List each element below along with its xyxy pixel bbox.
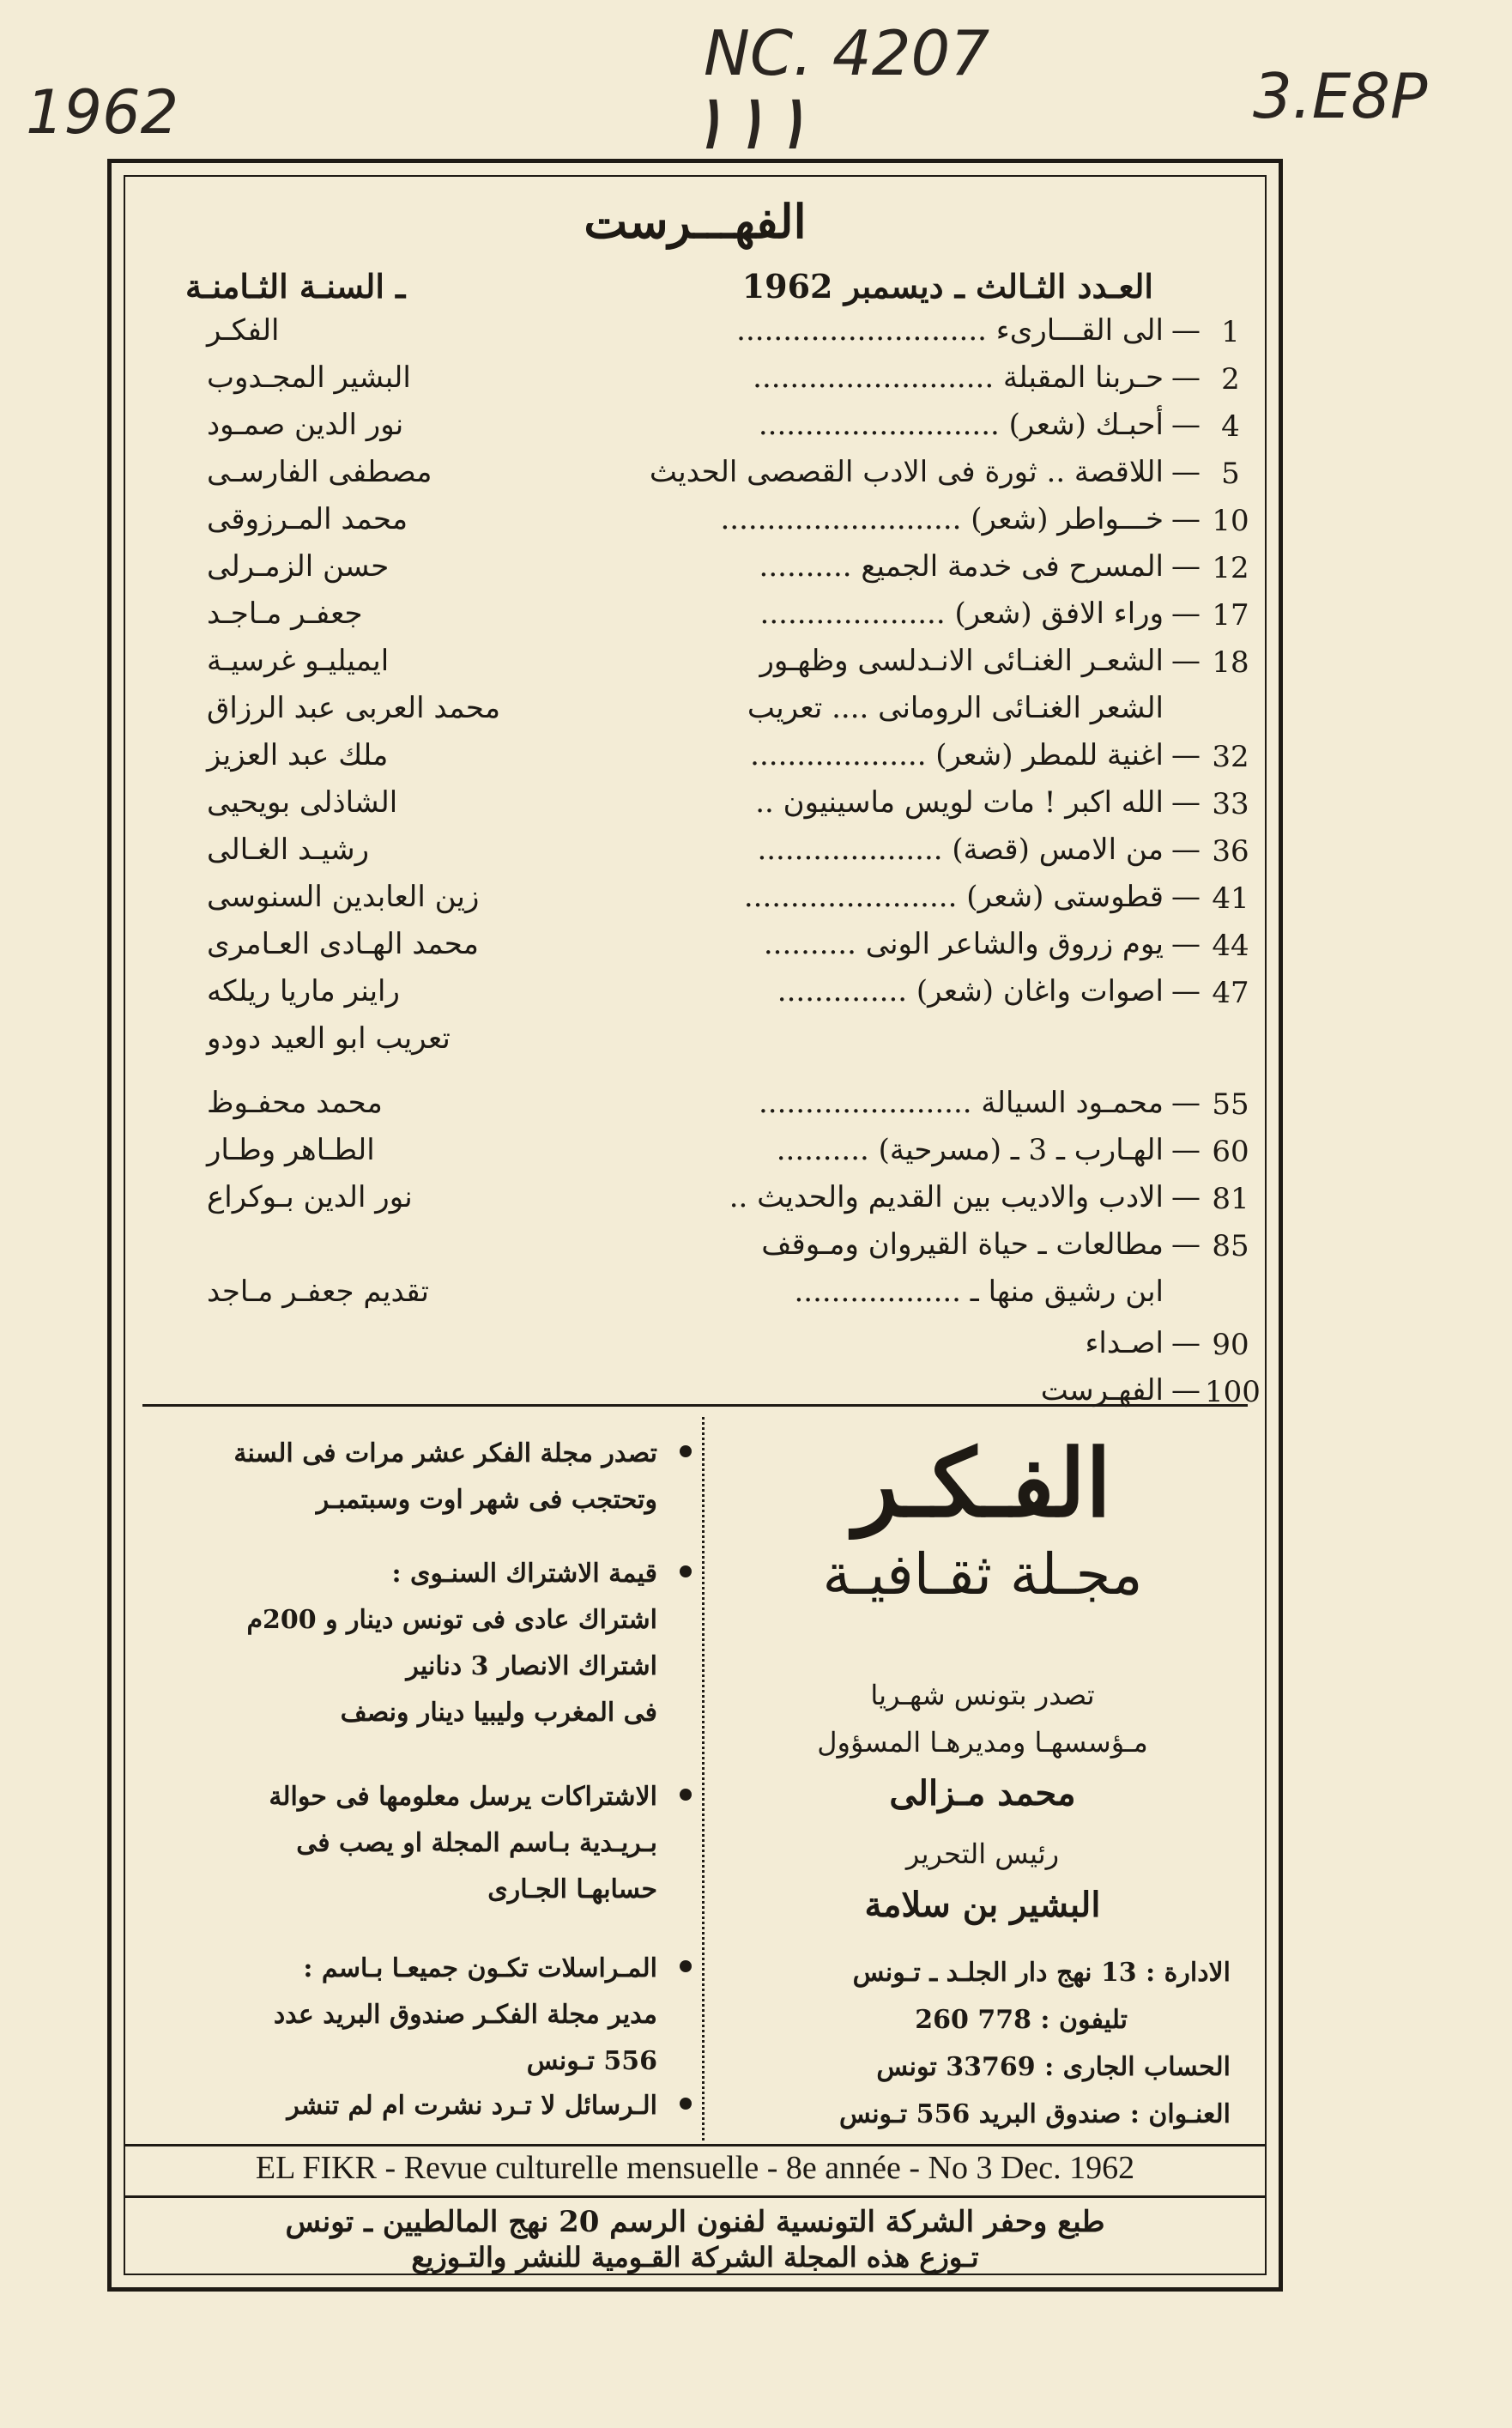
frequency-text: تصدر بتونس شهـريا [870, 1679, 1095, 1711]
toc-entry-author: حسن الزمـرلى [207, 549, 390, 584]
toc-entry-author: محمد الهـادى العـامرى [207, 927, 479, 961]
column-divider [702, 1417, 705, 2140]
toc-page-number: 12 [1212, 551, 1249, 585]
issue-label: العـدد الثـالث ـ ديسمبر 1962 [741, 267, 1153, 306]
toc-dash: — [1171, 596, 1201, 631]
toc-page-number: 18 [1212, 645, 1249, 680]
toc-entry [125, 640, 1265, 688]
toc-entry-title: الشعـر الغنـائى الانـدلسى وظهـور [759, 644, 1164, 678]
info-line: فى المغرب وليبيا دينار ونصف [340, 1698, 657, 1728]
toc-dash: — [1171, 408, 1201, 442]
toc-title: الفهـــرست [584, 194, 807, 249]
toc-entry [125, 1224, 1265, 1272]
founder-label: مـؤسسهـا ومديرهـا المسؤول [817, 1726, 1148, 1759]
toc-page-number: 100 [1205, 1375, 1261, 1409]
toc-entry-author: محمد محفـوظ [207, 1086, 383, 1120]
toc-entry [125, 1271, 1265, 1319]
toc-entry-author: راينر ماريا ريلكه [207, 974, 400, 1008]
toc-entry [125, 687, 1265, 736]
toc-page-number: 36 [1212, 834, 1249, 869]
toc-entry [125, 971, 1265, 1019]
toc-entry [125, 1082, 1265, 1130]
info-line: الـرسائل لا تـرد نشرت ام لم تنشر [287, 2091, 657, 2121]
current-account: الحساب الجارى : 33769 تونس [876, 2052, 1231, 2082]
toc-entry-title: مطالعات ـ حياة القيروان ومـوقف [761, 1227, 1164, 1262]
toc-entry-author: تقديم جعفـر مـاجد [207, 1275, 429, 1309]
editor-label: رئيس التحرير [905, 1838, 1060, 1870]
info-line: حسابهـا الجـارى [487, 1874, 657, 1904]
toc-entry-title: قطوستى (شعر) ....................... [743, 880, 1164, 914]
toc-page-number: 5 [1221, 457, 1240, 491]
toc-entry-title: اصـداء [1085, 1326, 1164, 1360]
toc-entry-title: ابن رشيق منها ـ .................. [794, 1275, 1164, 1309]
toc-entry [125, 499, 1265, 547]
handwritten-shelf-mark: 3.E8P [1253, 60, 1428, 132]
founder-name: محمد مـزالى [889, 1773, 1076, 1813]
toc-page-number: 55 [1212, 1087, 1249, 1122]
bullet-icon [680, 1960, 692, 1972]
handwritten-catalog-number: NC. 4207 [704, 17, 990, 89]
toc-dash: — [1171, 785, 1201, 820]
info-line: الاشتراكات يرسل معلومها فى حوالة [269, 1782, 657, 1812]
toc-entry-author: نور الدين صمـود [207, 408, 404, 442]
toc-page-number: 90 [1212, 1328, 1249, 1362]
subscription-info [142, 1438, 692, 2125]
info-line: اشتراك عادى فى تونس دينار و 200م [246, 1605, 657, 1635]
toc-dash: — [1171, 549, 1201, 584]
toc-entry-title: الهـارب ـ 3 ـ (مسرحية) .......... [776, 1133, 1164, 1167]
toc-entry-title: محمـود السيالة ....................... [758, 1086, 1164, 1120]
toc-entry [125, 829, 1265, 877]
toc-dash: — [1171, 1227, 1201, 1262]
masthead [717, 1430, 1248, 2177]
toc-page-number: 17 [1212, 598, 1249, 633]
toc-entry-title: من الامس (قصة) .................... [757, 833, 1164, 867]
toc-list [125, 310, 1265, 1546]
info-line: تصدر مجلة الفكر عشر مرات فى السنة [233, 1438, 657, 1468]
magazine-subtitle: مجـلة ثقـافيـة [822, 1541, 1143, 1608]
toc-entry [125, 876, 1265, 924]
toc-entry-author: الفكـر [207, 313, 280, 348]
info-line: 556 تـونس [526, 2046, 657, 2076]
toc-dash: — [1171, 644, 1201, 678]
toc-entry-title: الفهـرست [1040, 1373, 1164, 1408]
toc-page-number: 41 [1212, 881, 1249, 916]
toc-dash: — [1171, 880, 1201, 914]
toc-entry [125, 404, 1265, 452]
info-line: قيمة الاشتراك السنـوى : [391, 1559, 657, 1589]
toc-page-number: 10 [1212, 504, 1249, 538]
toc-dash: — [1171, 360, 1201, 395]
toc-page-number: 85 [1212, 1229, 1249, 1263]
toc-entry-title: الشعر الغنـائى الرومانى .... تعريب [747, 691, 1164, 725]
toc-page-number: 1 [1221, 315, 1240, 349]
toc-entry-title: الى القـــارىء ........................... [736, 313, 1164, 348]
toc-entry-author: نور الدين بـوكراع [207, 1180, 413, 1214]
bullet-icon [680, 1445, 692, 1457]
postal-address: العنـوان : صندوق البريد 556 تـونس [838, 2099, 1231, 2129]
toc-entry-author: جعفـر مـاجـد [207, 596, 363, 631]
toc-entry-author: مصطفى الفارسـى [207, 455, 432, 489]
toc-entry-author: الشاذلى بويحيى [207, 785, 398, 820]
info-line: وتحتجب فى شهر اوت وسبتمبـر [316, 1485, 657, 1515]
toc-entry [125, 923, 1265, 972]
toc-entry-author: ايميليـو غرسيـة [207, 644, 390, 678]
toc-page-number: 2 [1221, 362, 1240, 397]
info-line: مدير مجلة الفكـر صندوق البريد عدد [273, 2000, 657, 2030]
toc-entry [125, 1177, 1265, 1225]
toc-dash: — [1171, 833, 1201, 867]
bullet-icon [680, 1565, 692, 1577]
year-label: ـ السنـة الثـامنـة [185, 267, 406, 306]
toc-entry-title: حـربنا المقبلة .......................... [753, 360, 1164, 395]
toc-page-number: 47 [1212, 976, 1249, 1010]
toc-entry [125, 310, 1265, 358]
footer-divider-2 [125, 2195, 1265, 2198]
toc-entry-author: ملك عبد العزيز [207, 738, 389, 772]
distribution-credit: تـوزع هذه المجلة الشركة القـومية للنشر والتـوزيع [411, 2241, 979, 2274]
toc-page-number: 33 [1212, 787, 1249, 821]
french-footer: EL FIKR - Revue culturelle mensuelle - 8e année - No 3 Dec. 1962 [255, 2150, 1135, 2186]
toc-entry-title: أحبـك (شعر) .......................... [758, 408, 1164, 442]
footer-divider [125, 2144, 1265, 2146]
info-line: اشتراك الانصار 3 دنانير [406, 1651, 657, 1681]
toc-entry [125, 735, 1265, 783]
toc-page-number: 4 [1221, 409, 1240, 444]
toc-dash: — [1171, 1133, 1201, 1167]
toc-entry [125, 593, 1265, 641]
editor-name: البشير بن سلامة [864, 1885, 1101, 1925]
toc-entry-author: رشيـد الغـالى [207, 833, 370, 867]
toc-dash: — [1171, 1180, 1201, 1214]
admin-address: الادارة : 13 نهج دار الجلـد ـ تـونس [852, 1958, 1231, 1988]
toc-page-number: 81 [1212, 1182, 1249, 1216]
toc-entry [125, 1323, 1265, 1371]
toc-entry-author: الطـاهر وطـار [207, 1133, 375, 1167]
toc-entry [125, 546, 1265, 594]
toc-entry-title: اللاقصة .. ثورة فى الادب القصصى الحديث [649, 455, 1164, 489]
toc-entry-author: البشير المجـدوب [207, 360, 411, 395]
toc-dash: — [1171, 974, 1201, 1008]
toc-entry [125, 1370, 1265, 1418]
printer-credit: طبع وحفر الشركة التونسية لفنون الرسم 20 نهج المالطيين ـ تونس [285, 2205, 1105, 2239]
toc-entry-title: خـــواطر (شعر) .......................... [720, 502, 1164, 536]
toc-entry-author: محمد المـرزوقى [207, 502, 408, 536]
toc-entry-title: اغنية للمطر (شعر) ................... [750, 738, 1164, 772]
toc-entry-title: يوم زروق والشاعر الونى .......... [763, 927, 1164, 961]
page-frame [107, 159, 1283, 2292]
toc-entry [125, 1018, 1265, 1066]
toc-dash: — [1171, 502, 1201, 536]
toc-entry [125, 1129, 1265, 1178]
bullet-icon [680, 1789, 692, 1801]
magazine-logo: الفـكـر [853, 1430, 1112, 1538]
toc-dash: — [1171, 738, 1201, 772]
toc-entry-author: زين العابدين السنوسى [207, 880, 480, 914]
toc-entry-title: اصوات واغان (شعر) .............. [777, 974, 1164, 1008]
toc-dash: — [1171, 1326, 1201, 1360]
toc-entry-author: تعريب ابو العيد دودو [207, 1021, 451, 1056]
toc-dash: — [1171, 1373, 1201, 1408]
toc-entry-title: المسرح فى خدمة الجميع .......... [759, 549, 1164, 584]
toc-dash: — [1171, 455, 1201, 489]
phone-number: تليفون : 778 260 [915, 2005, 1128, 2035]
toc-dash: — [1171, 313, 1201, 348]
toc-entry [125, 782, 1265, 830]
toc-page-number: 32 [1212, 740, 1249, 774]
toc-entry [125, 451, 1265, 500]
divider [142, 1404, 1248, 1407]
toc-entry-author: محمد العربى عبد الرزاق [207, 691, 501, 725]
toc-entry-title: وراء الافق (شعر) .................... [759, 596, 1164, 631]
content-box [124, 175, 1267, 2275]
toc-entry [125, 357, 1265, 405]
info-line: المـراسلات تكـون جميعـا بـاسم : [303, 1953, 657, 1983]
bullet-icon [680, 2098, 692, 2110]
info-line: بـريـدية بـاسم المجلة او يصب فى [296, 1828, 657, 1858]
toc-dash: — [1171, 927, 1201, 961]
toc-dash: — [1171, 1086, 1201, 1120]
toc-page-number: 60 [1212, 1135, 1249, 1169]
toc-page-number: 44 [1212, 929, 1249, 963]
handwritten-arabic-number: ١١١ [686, 77, 812, 167]
handwritten-year: 1962 [26, 77, 179, 148]
toc-entry-title: الادب والاديب بين القديم والحديث .. [729, 1180, 1164, 1214]
toc-entry-title: الله اكبر ! مات لويس ماسينيون .. [755, 785, 1164, 820]
